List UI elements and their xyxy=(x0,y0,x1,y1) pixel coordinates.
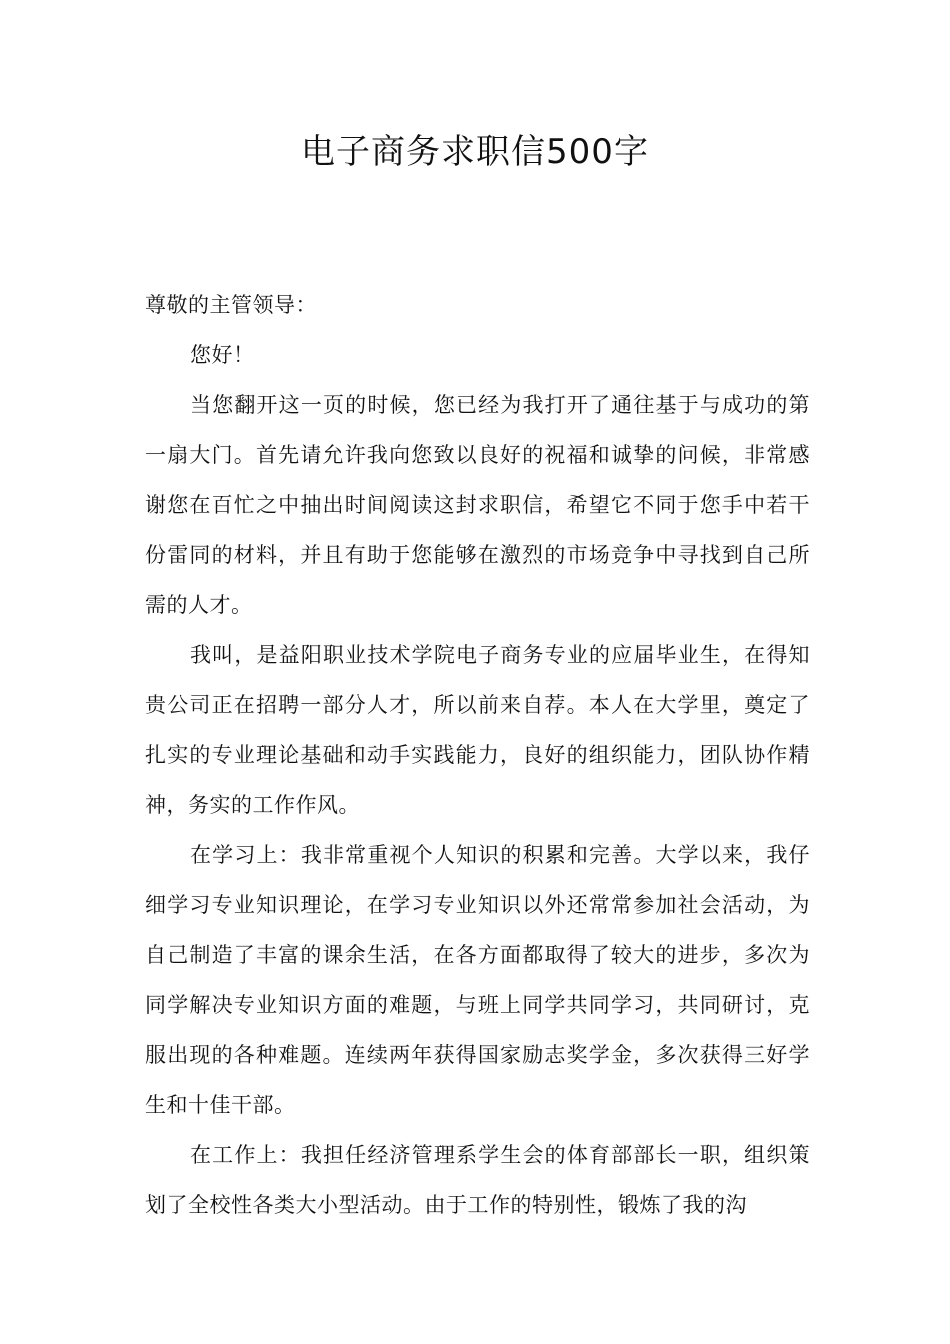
document-title: 电子商务求职信500字 xyxy=(301,132,649,172)
letter-body xyxy=(145,280,810,1230)
paragraph-intro: 当您翻开这一页的时候，您已经为我打开了通往基于与成功的第一扇大门。首先请允许我向您致以良好的祝福和诚挚的问候，非常感谢您在百忙之中抽出时间阅读这封求职信，希望它不同于您手中若干份雷同的材料，并且有助于您能够在激烈的市场竞争中寻找到自己所需的人才。 xyxy=(145,393,810,617)
greeting: 您好！ xyxy=(190,343,255,367)
paragraph-study: 在学习上：我非常重视个人知识的积累和完善。大学以来，我仔细学习专业知识理论，在学习专业知识以外还常常参加社会活动，为自己制造了丰富的课余生活，在各方面都取得了较大的进步，多次为同学解决专业知识方面的难题，与班上同学共同学习，共同研讨，克服出现的各种难题。连续两年获得国家励志奖学金，多次获得三好学生和十佳干部。 xyxy=(145,843,810,1117)
salutation: 尊敬的主管领导： xyxy=(145,293,317,317)
paragraph-self-introduction: 我叫，是益阳职业技术学院电子商务专业的应届毕业生，在得知贵公司正在招聘一部分人才，所以前来自荐。本人在大学里，奠定了扎实的专业理论基础和动手实践能力，良好的组织能力，团队协作精神，务实的工作作风。 xyxy=(145,643,810,817)
paragraph-work: 在工作上：我担任经济管理系学生会的体育部部长一职，组织策划了全校性各类大小型活动。由于工作的特别性，锻炼了我的沟 xyxy=(145,1143,810,1217)
